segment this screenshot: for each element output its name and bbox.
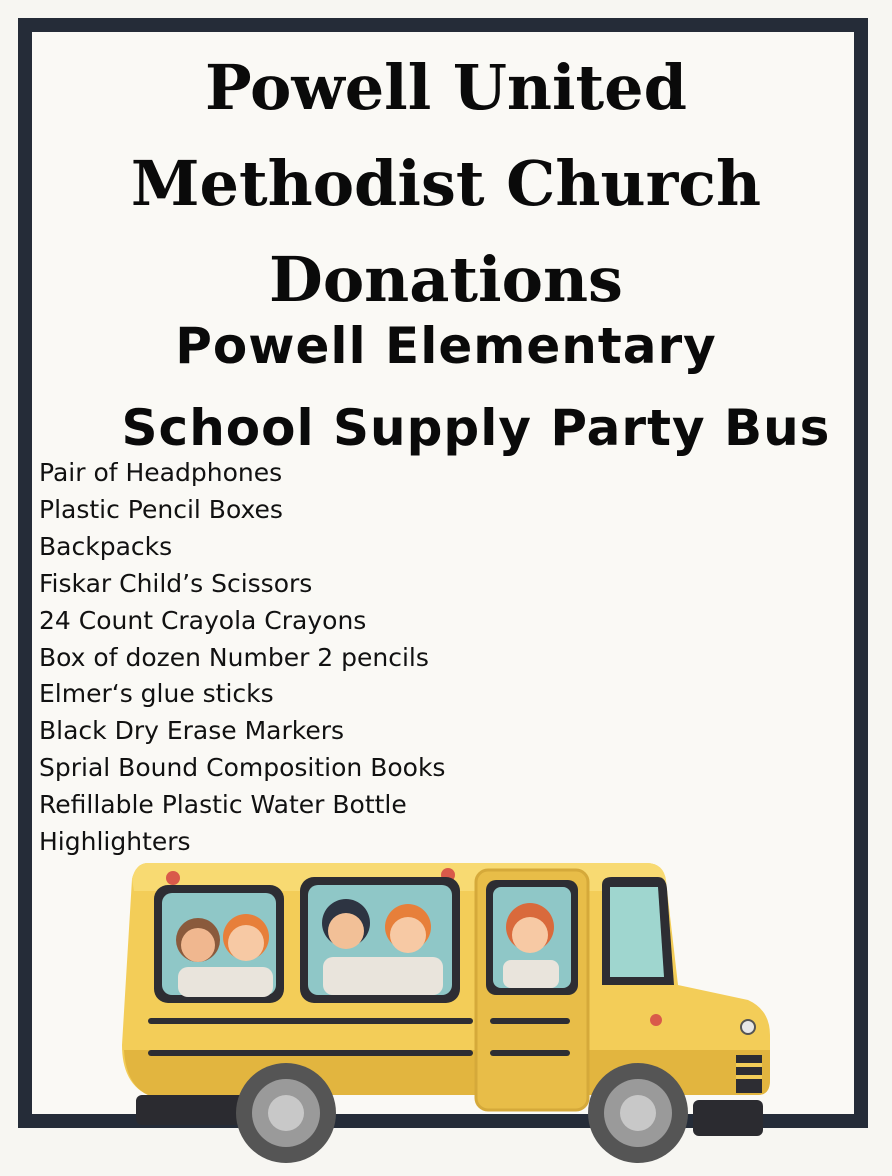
front-bumper: [693, 1100, 763, 1136]
list-item: Backpacks: [39, 531, 173, 561]
list-item: Highlighters: [39, 827, 191, 857]
headlight-icon: [741, 1020, 755, 1034]
grill: [736, 1055, 762, 1093]
list-item: 24 Count Crayola Crayons: [39, 605, 367, 635]
wheel-icon: [236, 1063, 336, 1163]
title-line-1: Powell United: [205, 51, 687, 124]
wheel-icon: [588, 1063, 688, 1163]
subtitle-line-1: Powell Elementary: [175, 317, 717, 375]
title-line-3: Donations: [269, 243, 623, 316]
bus-stripe: [148, 1018, 473, 1024]
school-bus-illustration: [118, 845, 778, 1170]
title-line-2: Methodist Church: [130, 147, 762, 220]
side-light-icon: [650, 1014, 662, 1026]
list-item: Refillable Plastic Water Bottle: [39, 790, 407, 820]
list-item: Plastic Pencil Boxes: [39, 494, 283, 524]
bus-stripe: [148, 1050, 473, 1056]
page-title: [0, 40, 892, 328]
list-item: Pair of Headphones: [39, 458, 283, 487]
list-item: Black Dry Erase Markers: [39, 716, 345, 746]
roof-light-icon: [166, 871, 180, 885]
subtitle: [0, 305, 892, 469]
subtitle-line-2: School Supply Party Bus: [121, 399, 831, 457]
list-item: Sprial Bound Composition Books: [39, 753, 446, 783]
list-item: Elmer‘s glue sticks: [39, 679, 274, 709]
supply-list: [39, 455, 445, 861]
list-item: Fiskar Child’s Scissors: [39, 568, 313, 598]
list-item: Box of dozen Number 2 pencils: [39, 642, 429, 672]
